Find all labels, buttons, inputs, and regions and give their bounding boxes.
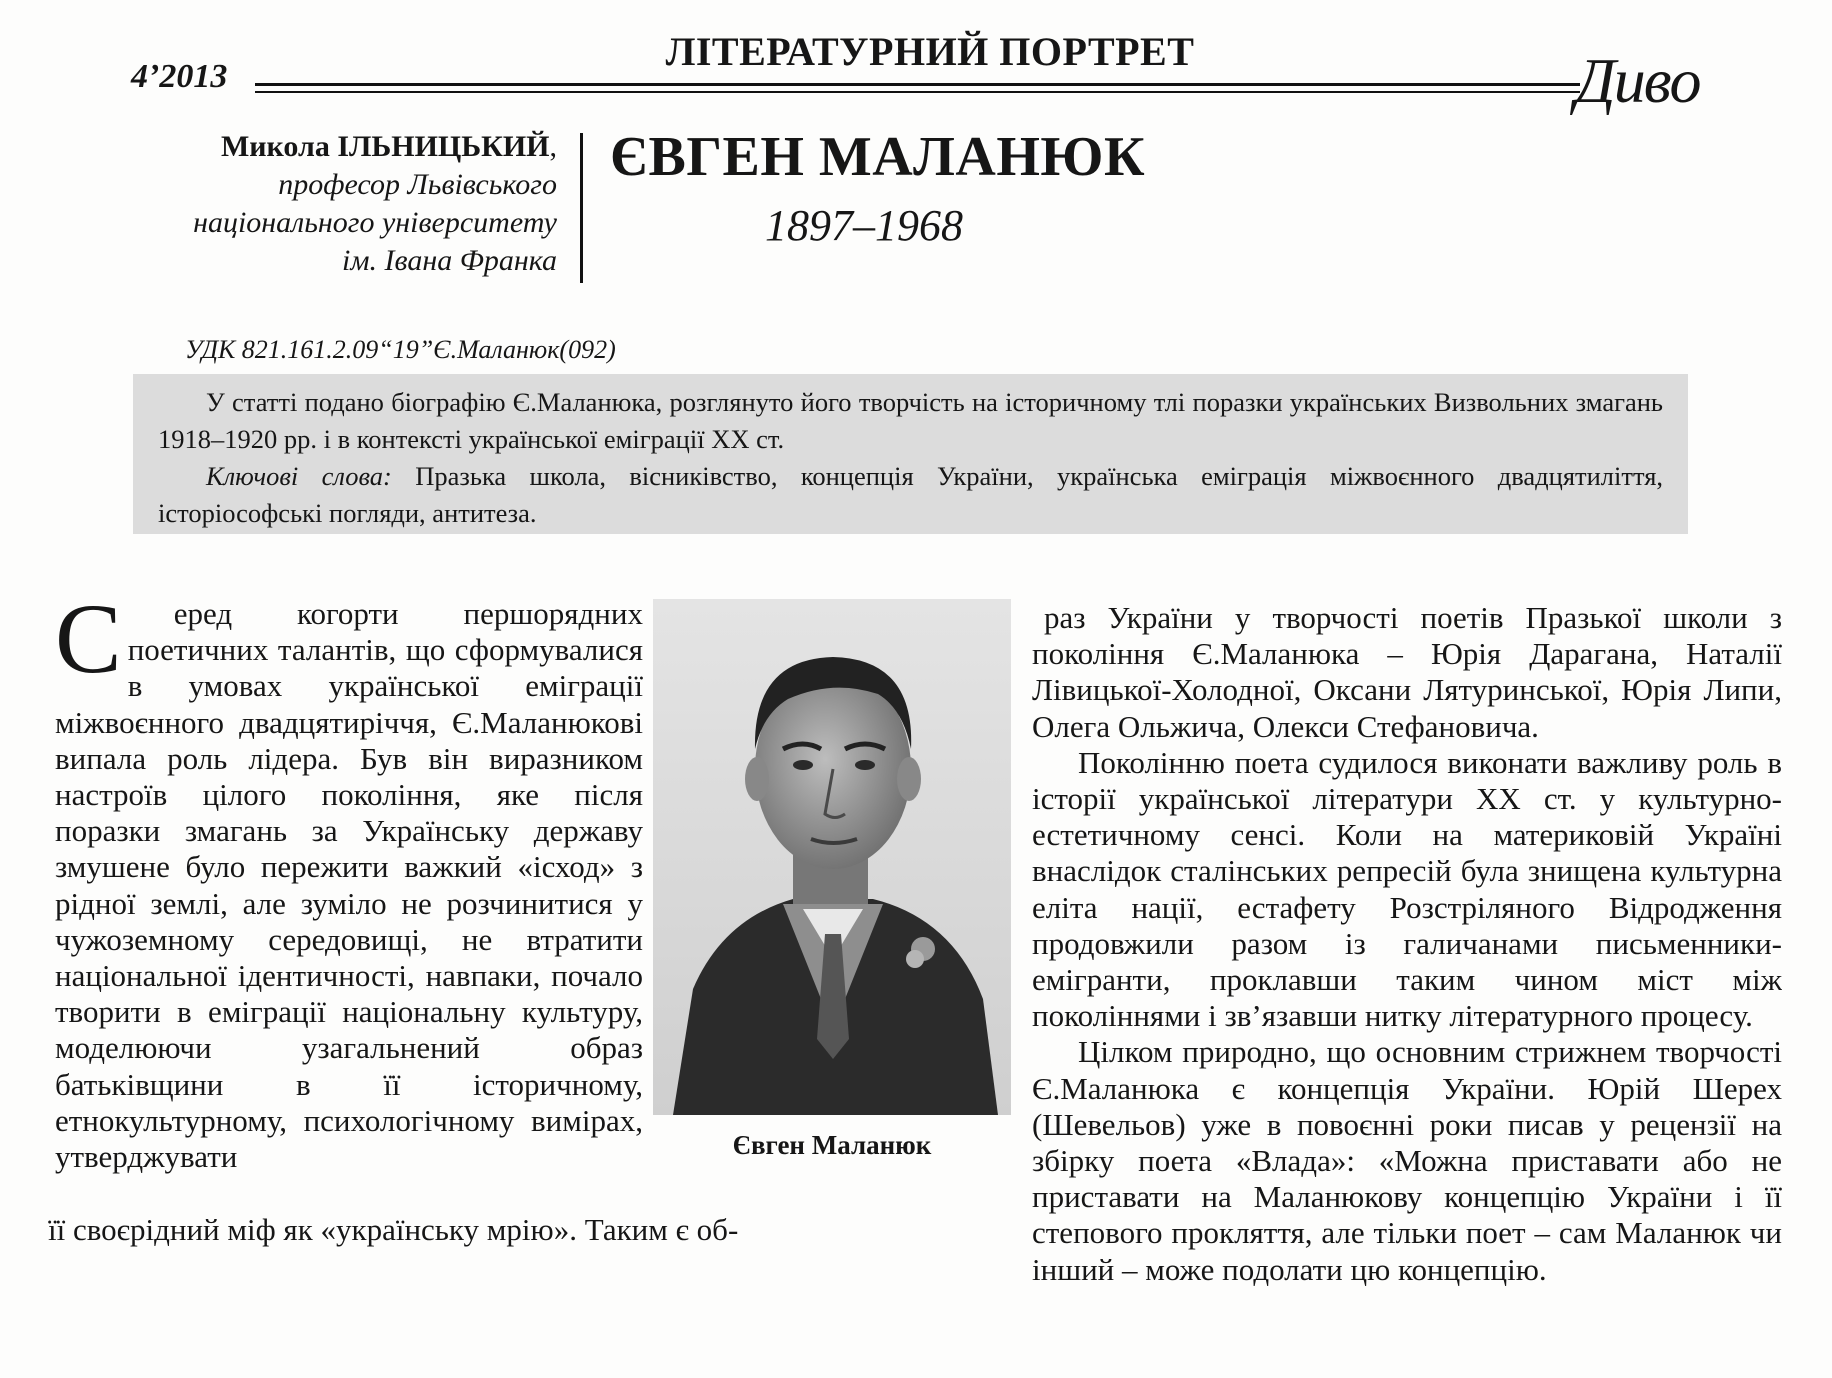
- portrait-illustration: [653, 599, 1011, 1115]
- left-column-text: еред когорти першорядних поетичних талантів, що сформувалися в умовах української еміграції міжвоєнного двадцятиріччя, Є.Маланюкові випала роль лідера. Був він виразником настроїв цілого покоління, яке після поразки змагань за Українську державу змушене було пережити важкий «ісход» з рідної землі, але зуміло не розчинитися у чужоземному середовищі, не втратити національної ідентичності, навпаки, почало творити в еміграції національну культуру, моделюючи узагальнений образ батьківщини в її історичному, етнокультурному, психологічному вимірах, утверджувати: [55, 596, 643, 1175]
- journal-logo: Дивo: [1575, 45, 1700, 116]
- left-column-text-block: [55, 596, 643, 1175]
- header-rule: [255, 83, 1580, 86]
- header-rule-secondary: [255, 91, 1580, 93]
- author-affiliation-line: національного університету: [193, 206, 557, 239]
- body-paragraph: [55, 596, 643, 1175]
- keywords-label: Ключові слова:: [206, 461, 392, 491]
- abstract-box: [133, 374, 1688, 534]
- body-paragraph: Поколінню поета судилося виконати важливу роль в історії української літератури ХХ ст. у культурно-естетичному сенсі. Коли на материковій Україні внаслідок сталінських репресій була знищена культурна еліта нації, естафету Розстріляного Відродження продовжили разом із галичанами письменники-емігранти, проклавши таким чином міст між поколіннями і зв’язавши нитку літературного процесу.: [1032, 744, 1782, 1034]
- left-column: [55, 596, 643, 1210]
- author-first-name: Микола: [220, 130, 338, 163]
- abstract-text: У статті подано біографію Є.Маланюка, розглянуто його творчість на історичному тлі поразки українських Визвольних змагань 1918–1920 рр. і в контексті української еміграції ХХ ст.: [158, 387, 1663, 454]
- author-affiliation-line: професор Львівського: [278, 168, 557, 201]
- issue-number: 4’2013: [131, 58, 228, 95]
- body-paragraph: Цілком природно, що основним стрижнем творчості Є.Маланюка є концепція України. Юрій Шерех (Шевельов) уже в повоєнні роки писав у рецензії на збірку поета «Влада»: «Можна приставати або не приставати на Маланюкову концепцію України і її степового прокляття, але тільки поет – сам Маланюк чи інший – може подолати цю концепцію.: [1032, 1034, 1782, 1287]
- author-portrait: [653, 599, 1011, 1115]
- title-divider: [580, 133, 583, 283]
- body-paragraph: раз України у творчості поетів Празької школи з покоління Є.Маланюка – Юрія Дарагана, Наталії Лівицької-Холодної, Оксани Лятуринської, Юрія Липи, Олега Ольжича, Олекси Стефановича.: [1032, 600, 1782, 744]
- photo-caption: Євген Маланюк: [732, 1130, 932, 1160]
- life-years: 1897–1968: [765, 201, 963, 250]
- author-name: [193, 128, 557, 166]
- author-block: [193, 128, 557, 280]
- right-column: [1032, 600, 1782, 1345]
- author-affiliation-line: ім. Івана Франка: [342, 244, 557, 277]
- author-surname: ІЛЬНИЦЬКИЙ: [337, 130, 550, 163]
- article-title: ЄВГЕН МАЛАНЮК: [610, 126, 1146, 188]
- udk-code: УДК 821.161.2.09“19”Є.Маланюк(092): [185, 335, 616, 364]
- left-column-tail: її своєрідний міф як «українську мрію». Таким є об-: [48, 1212, 739, 1247]
- author-comma: ,: [549, 130, 557, 163]
- keywords-paragraph: [158, 458, 1663, 532]
- section-rubric: ЛІТЕРАТУРНИЙ ПОРТРЕТ: [665, 29, 1195, 74]
- drop-cap: С: [55, 596, 122, 694]
- keywords-text: Празька школа, вісниківство, концепція України, українська еміграція міжвоєнного двадцятиліття, історіософські погляди, антитеза.: [158, 461, 1664, 528]
